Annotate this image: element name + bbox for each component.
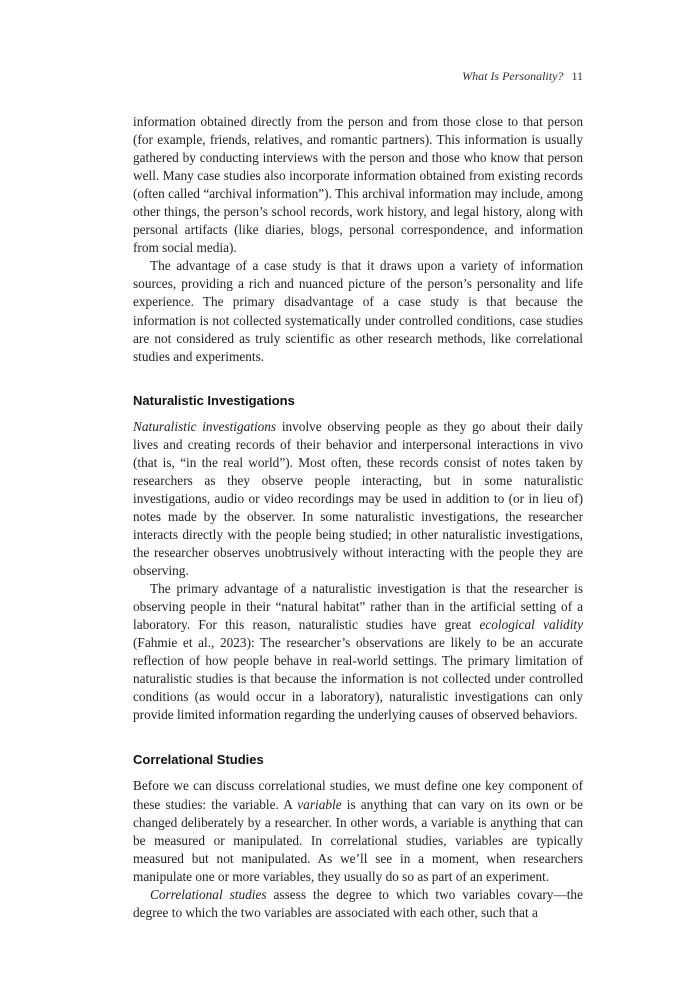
body-text <box>133 113 583 922</box>
paragraph-correlational-definition <box>133 886 583 922</box>
paragraph-naturalistic-body: involve observing people as they go about their daily lives and creating records of their behavior and interpersonal interactions in vivo (that is, “in the real world”). Most often, these records consist of notes taken by researchers as they observe people interacting, but in some naturalistic investigations, audio or video recordings may be used in addition to (or in lieu of) notes made by the observer. In some naturalistic investigations, the researcher interacts directly with the people being studied; in other naturalistic investigations, the researcher observes unobtrusively without interacting with the people they are observing. <box>133 418 583 579</box>
running-head <box>462 69 583 84</box>
paragraph-naturalistic-definition <box>133 418 583 580</box>
term-correlational-studies: Correlational studies <box>150 886 267 902</box>
paragraph-variable-definition <box>133 777 583 885</box>
paragraph-variable-a: Before we can discuss correlational studies, we must define one key component of these studies: the variable. A <box>133 778 583 812</box>
paragraph-case-study-advantage: The advantage of a case study is that it draws upon a variety of information sources, providing a rich and nuanced picture of the person’s personality and life experience. The primary disadvantage of a case study is that because the information is not collected systematically under controlled conditions, case studies are not considered as truly scientific as other research methods, like correlational studies and experiments. <box>133 258 583 364</box>
paragraph-archival-info: information obtained directly from the person and from those close to that person (for example, friends, relatives, and romantic partners). This information is usually gathered by conducting interviews with the person and those who know that person well. Many case studies also incorporate information obtained from existing records (often called “archival information”). This archival information may include, among other things, the person’s school records, work history, and legal history, along with personal artifacts (like diaries, blogs, personal correspondence, and information from social media). <box>133 114 583 256</box>
paragraph-variable-b: is anything that can vary on its own or be changed deliberately by a researcher. In other words, a variable is anything that can be measured or manipulated. In correlational studies, variables are typically measured but not manipulated. As we’ll see in a moment, when researchers manipulate one or more variables, they usually do so as part of an experiment. <box>133 796 583 884</box>
paragraph-naturalistic-advantage-a: The primary advantage of a naturalistic investigation is that the researcher is observing people in their “natural habitat” rather than in the artificial setting of a laboratory. For this reason, naturalistic studies have great <box>133 581 583 633</box>
page-number: 11 <box>571 69 583 83</box>
heading-naturalistic-investigations: Naturalistic Investigations <box>133 392 295 408</box>
paragraph-correlational-body: assess the degree to which two variables covary—the degree to which the two variables are associated with each other, such that a <box>133 886 583 920</box>
term-ecological-validity: ecological validity <box>479 617 583 633</box>
term-naturalistic-investigations: Naturalistic investigations <box>133 418 277 434</box>
heading-correlational-studies: Correlational Studies <box>133 752 264 768</box>
term-variable: variable <box>297 796 342 812</box>
paragraph-naturalistic-advantage <box>133 580 583 724</box>
paragraph-naturalistic-advantage-b: (Fahmie et al., 2023): The researcher’s observations are likely to be an accurate reflection of how people behave in real-world settings. The primary limitation of naturalistic studies is that because the information is not collected under controlled conditions (as would occur in a laboratory), naturalistic investigations can only provide limited information regarding the underlying causes of observed behaviors. <box>133 635 583 723</box>
running-title: What Is Personality? <box>462 69 564 83</box>
